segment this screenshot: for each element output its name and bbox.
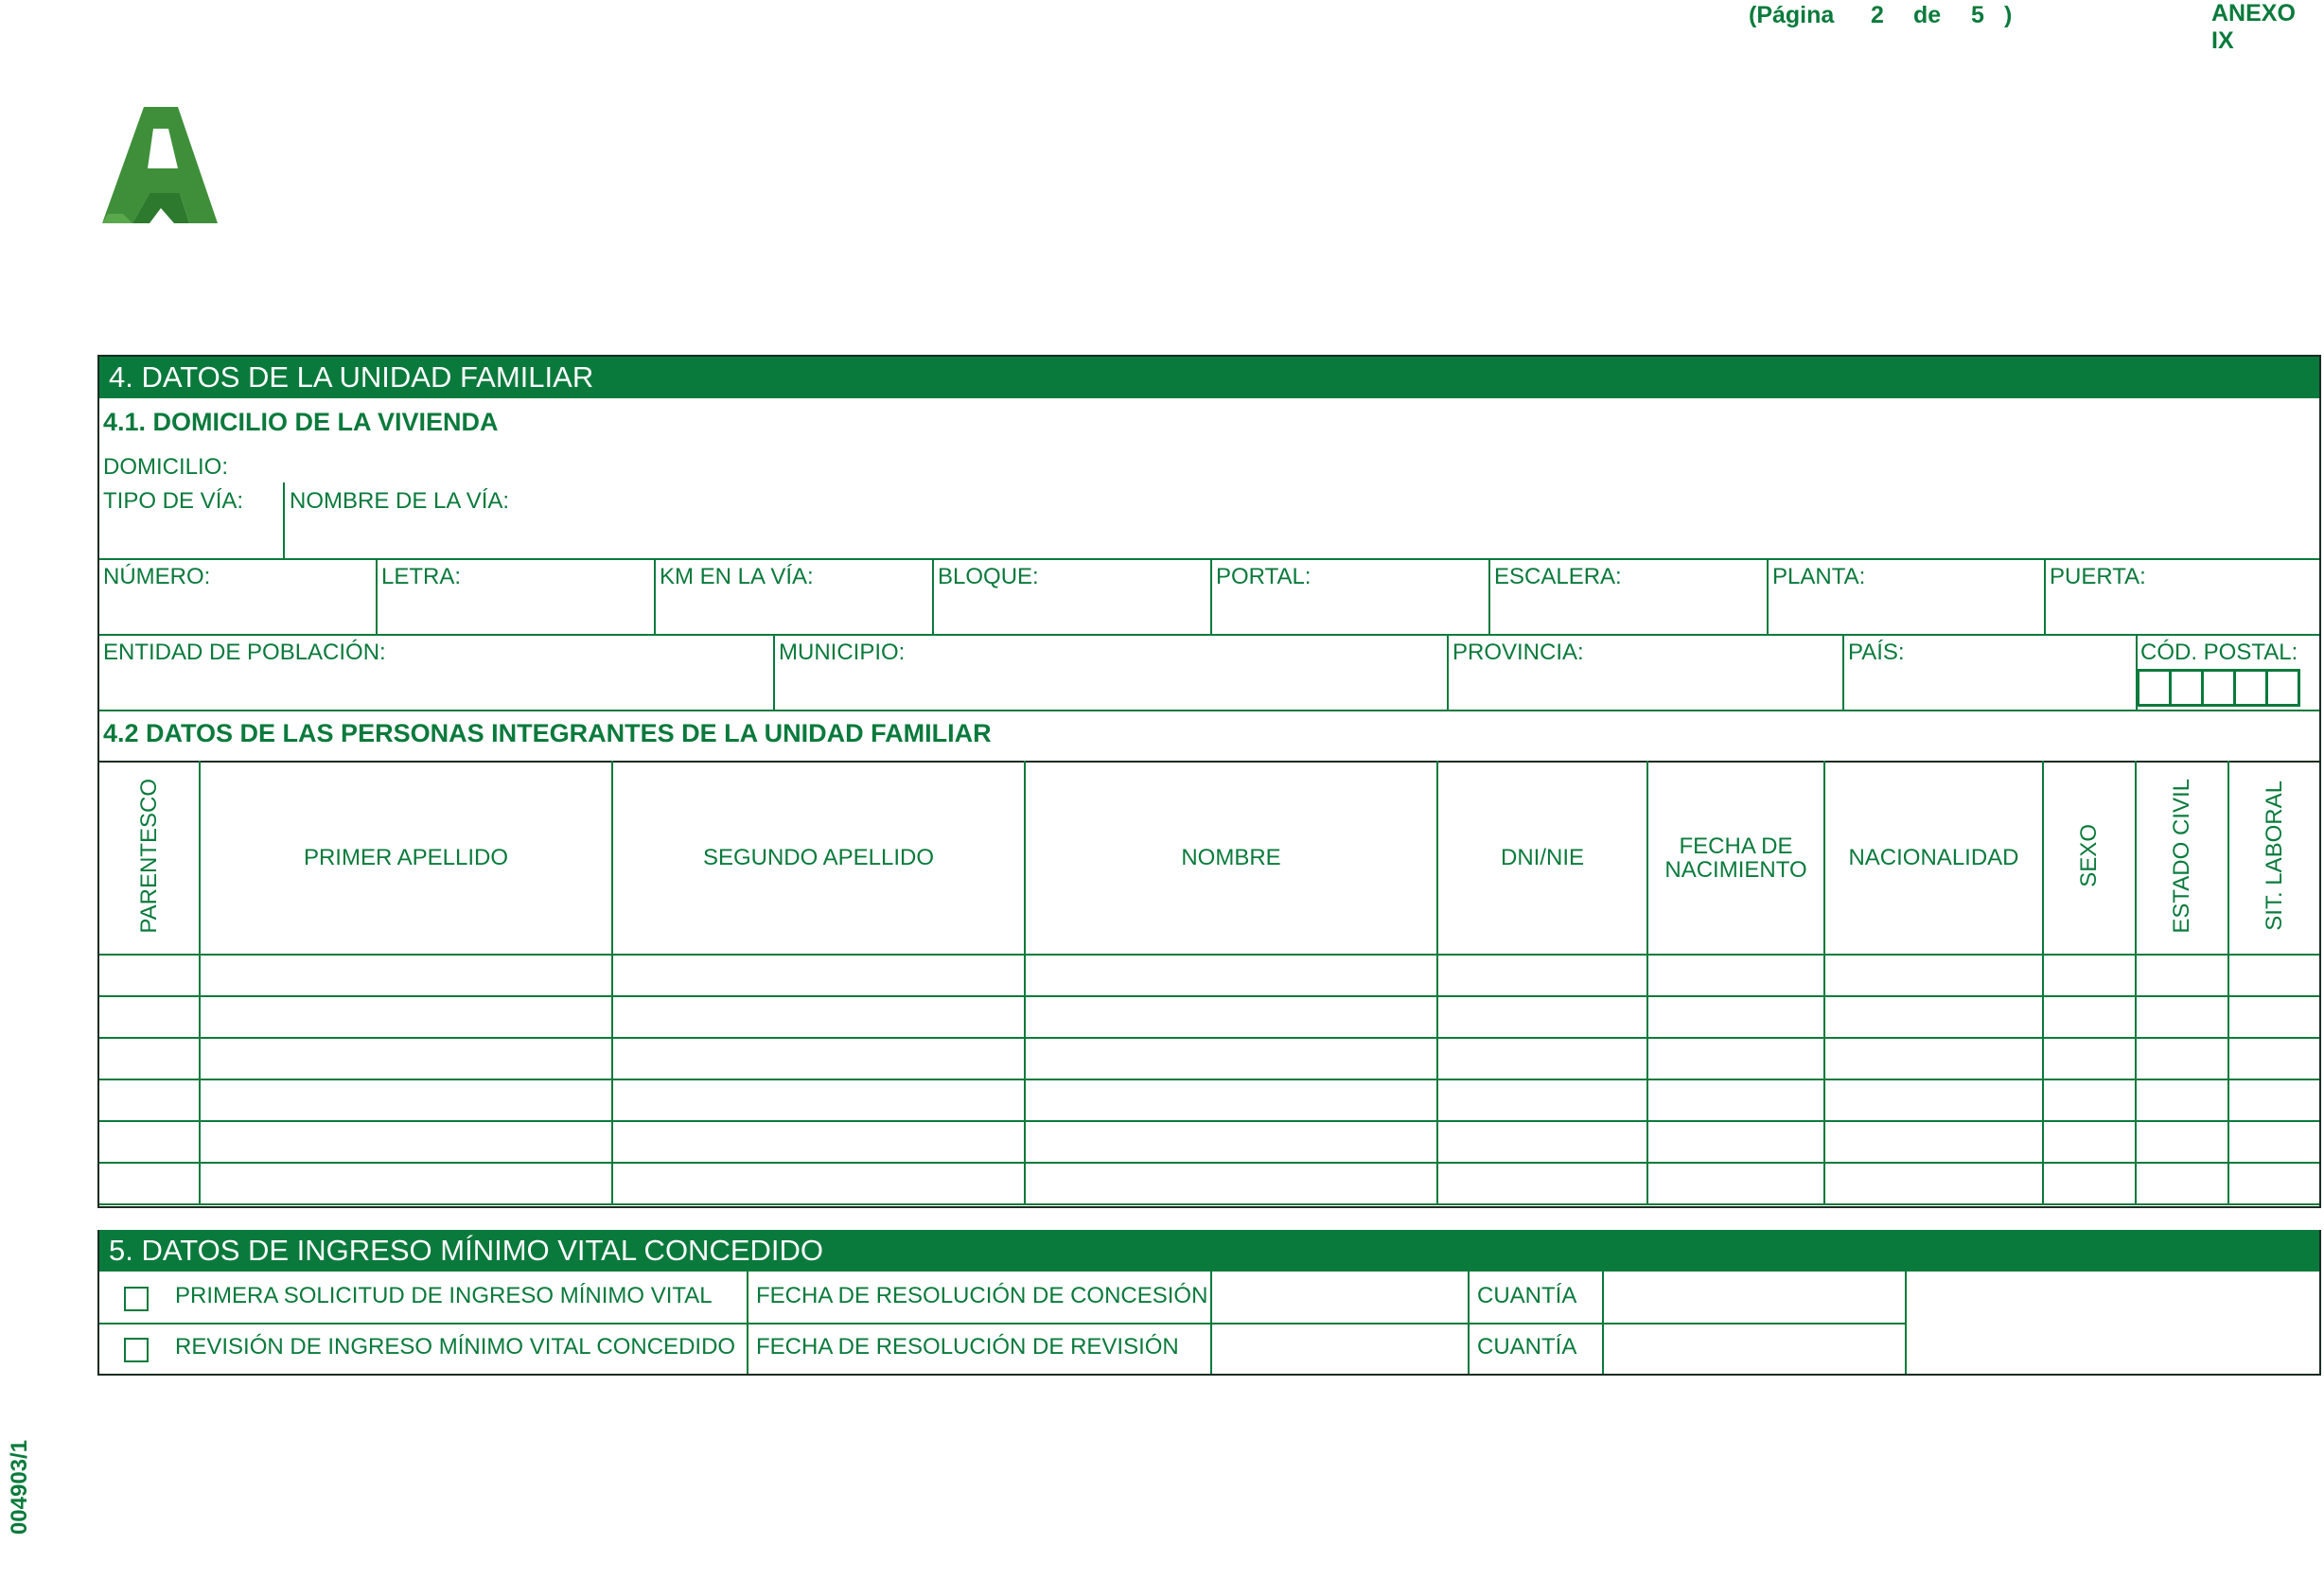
table-cell[interactable]: [200, 996, 612, 1038]
table-cell[interactable]: [1025, 996, 1437, 1038]
table-row: [99, 1121, 2319, 1163]
table-cell[interactable]: [1647, 1038, 1824, 1079]
table-cell[interactable]: [1437, 996, 1647, 1038]
table-cell[interactable]: [200, 1163, 612, 1204]
table-cell[interactable]: [2136, 1121, 2228, 1163]
members-table: [99, 761, 2319, 1205]
table-row: [99, 996, 2319, 1038]
table-cell[interactable]: [99, 996, 200, 1038]
junta-andalucia-logo: [95, 102, 235, 231]
cuantia-label-1: CUANTÍA: [1477, 1283, 1577, 1308]
fecha-revision-label: FECHA DE RESOLUCIÓN DE REVISIÓN: [756, 1334, 1179, 1360]
col-fecha-nacimiento: [1647, 762, 1824, 955]
table-cell[interactable]: [200, 955, 612, 996]
nombre-via-label: NOMBRE DE LA VÍA:: [290, 488, 510, 514]
table-cell[interactable]: [2043, 1079, 2136, 1121]
divider: [376, 558, 378, 634]
fecha-concesion-field[interactable]: [1214, 1275, 1466, 1319]
table-row: [99, 1163, 2319, 1204]
table-cell[interactable]: [612, 996, 1025, 1038]
divider: [2044, 558, 2046, 634]
table-cell[interactable]: [1647, 1079, 1824, 1121]
primera-solicitud-label: PRIMERA SOLICITUD DE INGRESO MÍNIMO VITAL: [175, 1283, 713, 1308]
table-cell[interactable]: [2228, 955, 2319, 996]
table-cell[interactable]: [612, 1121, 1025, 1163]
col-estado-civil: [2136, 762, 2228, 955]
tipo-via-label: TIPO DE VÍA:: [103, 488, 244, 514]
col-parentesco-label: PARENTESCO: [135, 778, 162, 934]
col-sit-laboral-label: SIT. LABORAL: [2261, 781, 2287, 931]
table-cell[interactable]: [1025, 955, 1437, 996]
section-unidad-familiar: [97, 355, 2321, 1208]
annex-label: ANEXO IX: [2211, 0, 2296, 54]
postal-digit-box[interactable]: [2201, 669, 2236, 707]
divider: [99, 558, 2319, 560]
table-cell[interactable]: [1824, 955, 2043, 996]
letra-label: LETRA:: [381, 564, 462, 589]
domicilio-label: DOMICILIO:: [103, 454, 229, 480]
divider: [932, 558, 934, 634]
col-sit-laboral: [2228, 762, 2319, 955]
table-row: [99, 955, 2319, 996]
table-cell[interactable]: [2228, 1079, 2319, 1121]
table-cell[interactable]: [1025, 1079, 1437, 1121]
table-cell[interactable]: [612, 1163, 1025, 1204]
table-cell[interactable]: [2136, 996, 2228, 1038]
col-parentesco: [99, 762, 200, 955]
fecha-revision-field[interactable]: [1214, 1326, 1466, 1370]
table-cell[interactable]: [2043, 1121, 2136, 1163]
escalera-label: ESCALERA:: [1494, 564, 1622, 589]
table-cell[interactable]: [1437, 1121, 1647, 1163]
table-cell[interactable]: [1437, 1163, 1647, 1204]
divider: [99, 710, 2319, 711]
table-cell[interactable]: [1025, 1163, 1437, 1204]
subsection-domicilio-title: 4.1. DOMICILIO DE LA VIVIENDA: [103, 408, 499, 436]
divider: [283, 482, 285, 558]
table-cell[interactable]: [200, 1079, 612, 1121]
table-cell[interactable]: [2228, 1121, 2319, 1163]
table-cell[interactable]: [2228, 996, 2319, 1038]
table-cell[interactable]: [1025, 1121, 1437, 1163]
table-cell[interactable]: [99, 1079, 200, 1121]
cuantia-label-2: CUANTÍA: [1477, 1334, 1577, 1360]
revision-label: REVISIÓN DE INGRESO MÍNIMO VITAL CONCEDIDO: [175, 1334, 736, 1360]
table-cell[interactable]: [99, 1121, 200, 1163]
divider: [654, 558, 656, 634]
table-cell[interactable]: [1647, 1121, 1824, 1163]
postal-digit-box[interactable]: [2265, 669, 2300, 707]
section-ingreso-minimo-vital: [97, 1230, 2321, 1376]
table-cell[interactable]: [1437, 1038, 1647, 1079]
divider: [99, 1323, 1907, 1325]
table-cell[interactable]: [1647, 955, 1824, 996]
col-nombre: NOMBRE: [1025, 762, 1437, 955]
divider: [773, 634, 775, 710]
col-nacionalidad: NACIONALIDAD: [1824, 762, 2043, 955]
cuantia-field-1[interactable]: [1606, 1275, 1905, 1319]
table-cell[interactable]: [1647, 996, 1824, 1038]
table-cell[interactable]: [2136, 1163, 2228, 1204]
table-cell[interactable]: [200, 1038, 612, 1079]
col-fecha-line1: FECHA DE: [1679, 833, 1793, 859]
planta-label: PLANTA:: [1772, 564, 1866, 589]
table-cell[interactable]: [1647, 1163, 1824, 1204]
page-indicator-close: ): [2004, 2, 2013, 28]
table-cell[interactable]: [2136, 955, 2228, 996]
table-cell[interactable]: [2136, 1038, 2228, 1079]
divider: [1447, 634, 1449, 710]
table-cell[interactable]: [200, 1121, 612, 1163]
table-cell[interactable]: [1437, 1079, 1647, 1121]
entidad-poblacion-label: ENTIDAD DE POBLACIÓN:: [103, 640, 386, 665]
table-cell[interactable]: [612, 955, 1025, 996]
nombre-via-field[interactable]: [289, 518, 2314, 555]
table-header-row: [99, 762, 2319, 955]
table-cell[interactable]: [1824, 1038, 2043, 1079]
page-indicator-de: de: [1913, 2, 1942, 28]
cod-postal-label: CÓD. POSTAL:: [2140, 640, 2298, 665]
postal-digit-box[interactable]: [2169, 669, 2204, 707]
numero-label: NÚMERO:: [103, 564, 211, 589]
pais-label: PAÍS:: [1848, 640, 1905, 665]
cod-postal-field[interactable]: [2137, 669, 2298, 707]
divider: [1210, 558, 1212, 634]
table-cell[interactable]: [99, 1038, 200, 1079]
document-code: 004903/1: [7, 1439, 32, 1535]
table-cell[interactable]: [1025, 1038, 1437, 1079]
page-total: 5: [1971, 2, 1984, 28]
page-number: 2: [1871, 2, 1884, 28]
table-cell[interactable]: [1824, 1121, 2043, 1163]
table-cell[interactable]: [2043, 1038, 2136, 1079]
revision-checkbox[interactable]: [124, 1338, 149, 1362]
table-cell[interactable]: [1824, 1163, 2043, 1204]
table-cell[interactable]: [2228, 1038, 2319, 1079]
col-estado-civil-label: ESTADO CIVIL: [2169, 778, 2195, 934]
bloque-label: BLOQUE:: [938, 564, 1039, 589]
section4-title: 4. DATOS DE LA UNIDAD FAMILIAR: [99, 357, 2319, 398]
col-fecha-line2: NACIMIENTO: [1664, 857, 1807, 883]
divider: [99, 634, 2319, 636]
portal-label: PORTAL:: [1216, 564, 1312, 589]
postal-digit-box[interactable]: [2233, 669, 2268, 707]
table-cell[interactable]: [2043, 955, 2136, 996]
table-cell[interactable]: [2228, 1163, 2319, 1204]
table-cell[interactable]: [99, 955, 200, 996]
table-cell[interactable]: [2043, 996, 2136, 1038]
km-via-label: KM EN LA VÍA:: [660, 564, 814, 589]
table-cell[interactable]: [1824, 996, 2043, 1038]
divider: [1767, 558, 1769, 634]
table-cell[interactable]: [1824, 1079, 2043, 1121]
provincia-label: PROVINCIA:: [1452, 640, 1584, 665]
table-row: [99, 1079, 2319, 1121]
table-cell[interactable]: [2043, 1163, 2136, 1204]
page-indicator-open: (Página: [1749, 2, 1835, 28]
subsection-integrantes-title: 4.2 DATOS DE LAS PERSONAS INTEGRANTES DE LA UNIDAD FAMILIAR: [103, 719, 992, 747]
col-primer-apellido: PRIMER APELLIDO: [200, 762, 612, 955]
table-cell[interactable]: [2136, 1079, 2228, 1121]
section5-title: 5. DATOS DE INGRESO MÍNIMO VITAL CONCEDIDO: [99, 1230, 2319, 1272]
col-sexo-label: SEXO: [2076, 824, 2103, 887]
table-cell[interactable]: [99, 1163, 200, 1204]
col-sexo: [2043, 762, 2136, 955]
col-segundo-apellido: SEGUNDO APELLIDO: [612, 762, 1025, 955]
municipio-label: MUNICIPIO:: [779, 640, 906, 665]
divider: [1488, 558, 1490, 634]
fecha-concesion-label: FECHA DE RESOLUCIÓN DE CONCESIÓN: [756, 1283, 1208, 1308]
col-dni-nie: DNI/NIE: [1437, 762, 1647, 955]
table-cell[interactable]: [612, 1079, 1025, 1121]
primera-solicitud-checkbox[interactable]: [124, 1287, 149, 1311]
cuantia-field-2[interactable]: [1606, 1326, 1905, 1370]
table-cell[interactable]: [612, 1038, 1025, 1079]
divider: [1842, 634, 1844, 710]
table-row: [99, 1038, 2319, 1079]
postal-digit-box[interactable]: [2137, 669, 2172, 707]
table-cell[interactable]: [1437, 955, 1647, 996]
puerta-label: PUERTA:: [2050, 564, 2146, 589]
